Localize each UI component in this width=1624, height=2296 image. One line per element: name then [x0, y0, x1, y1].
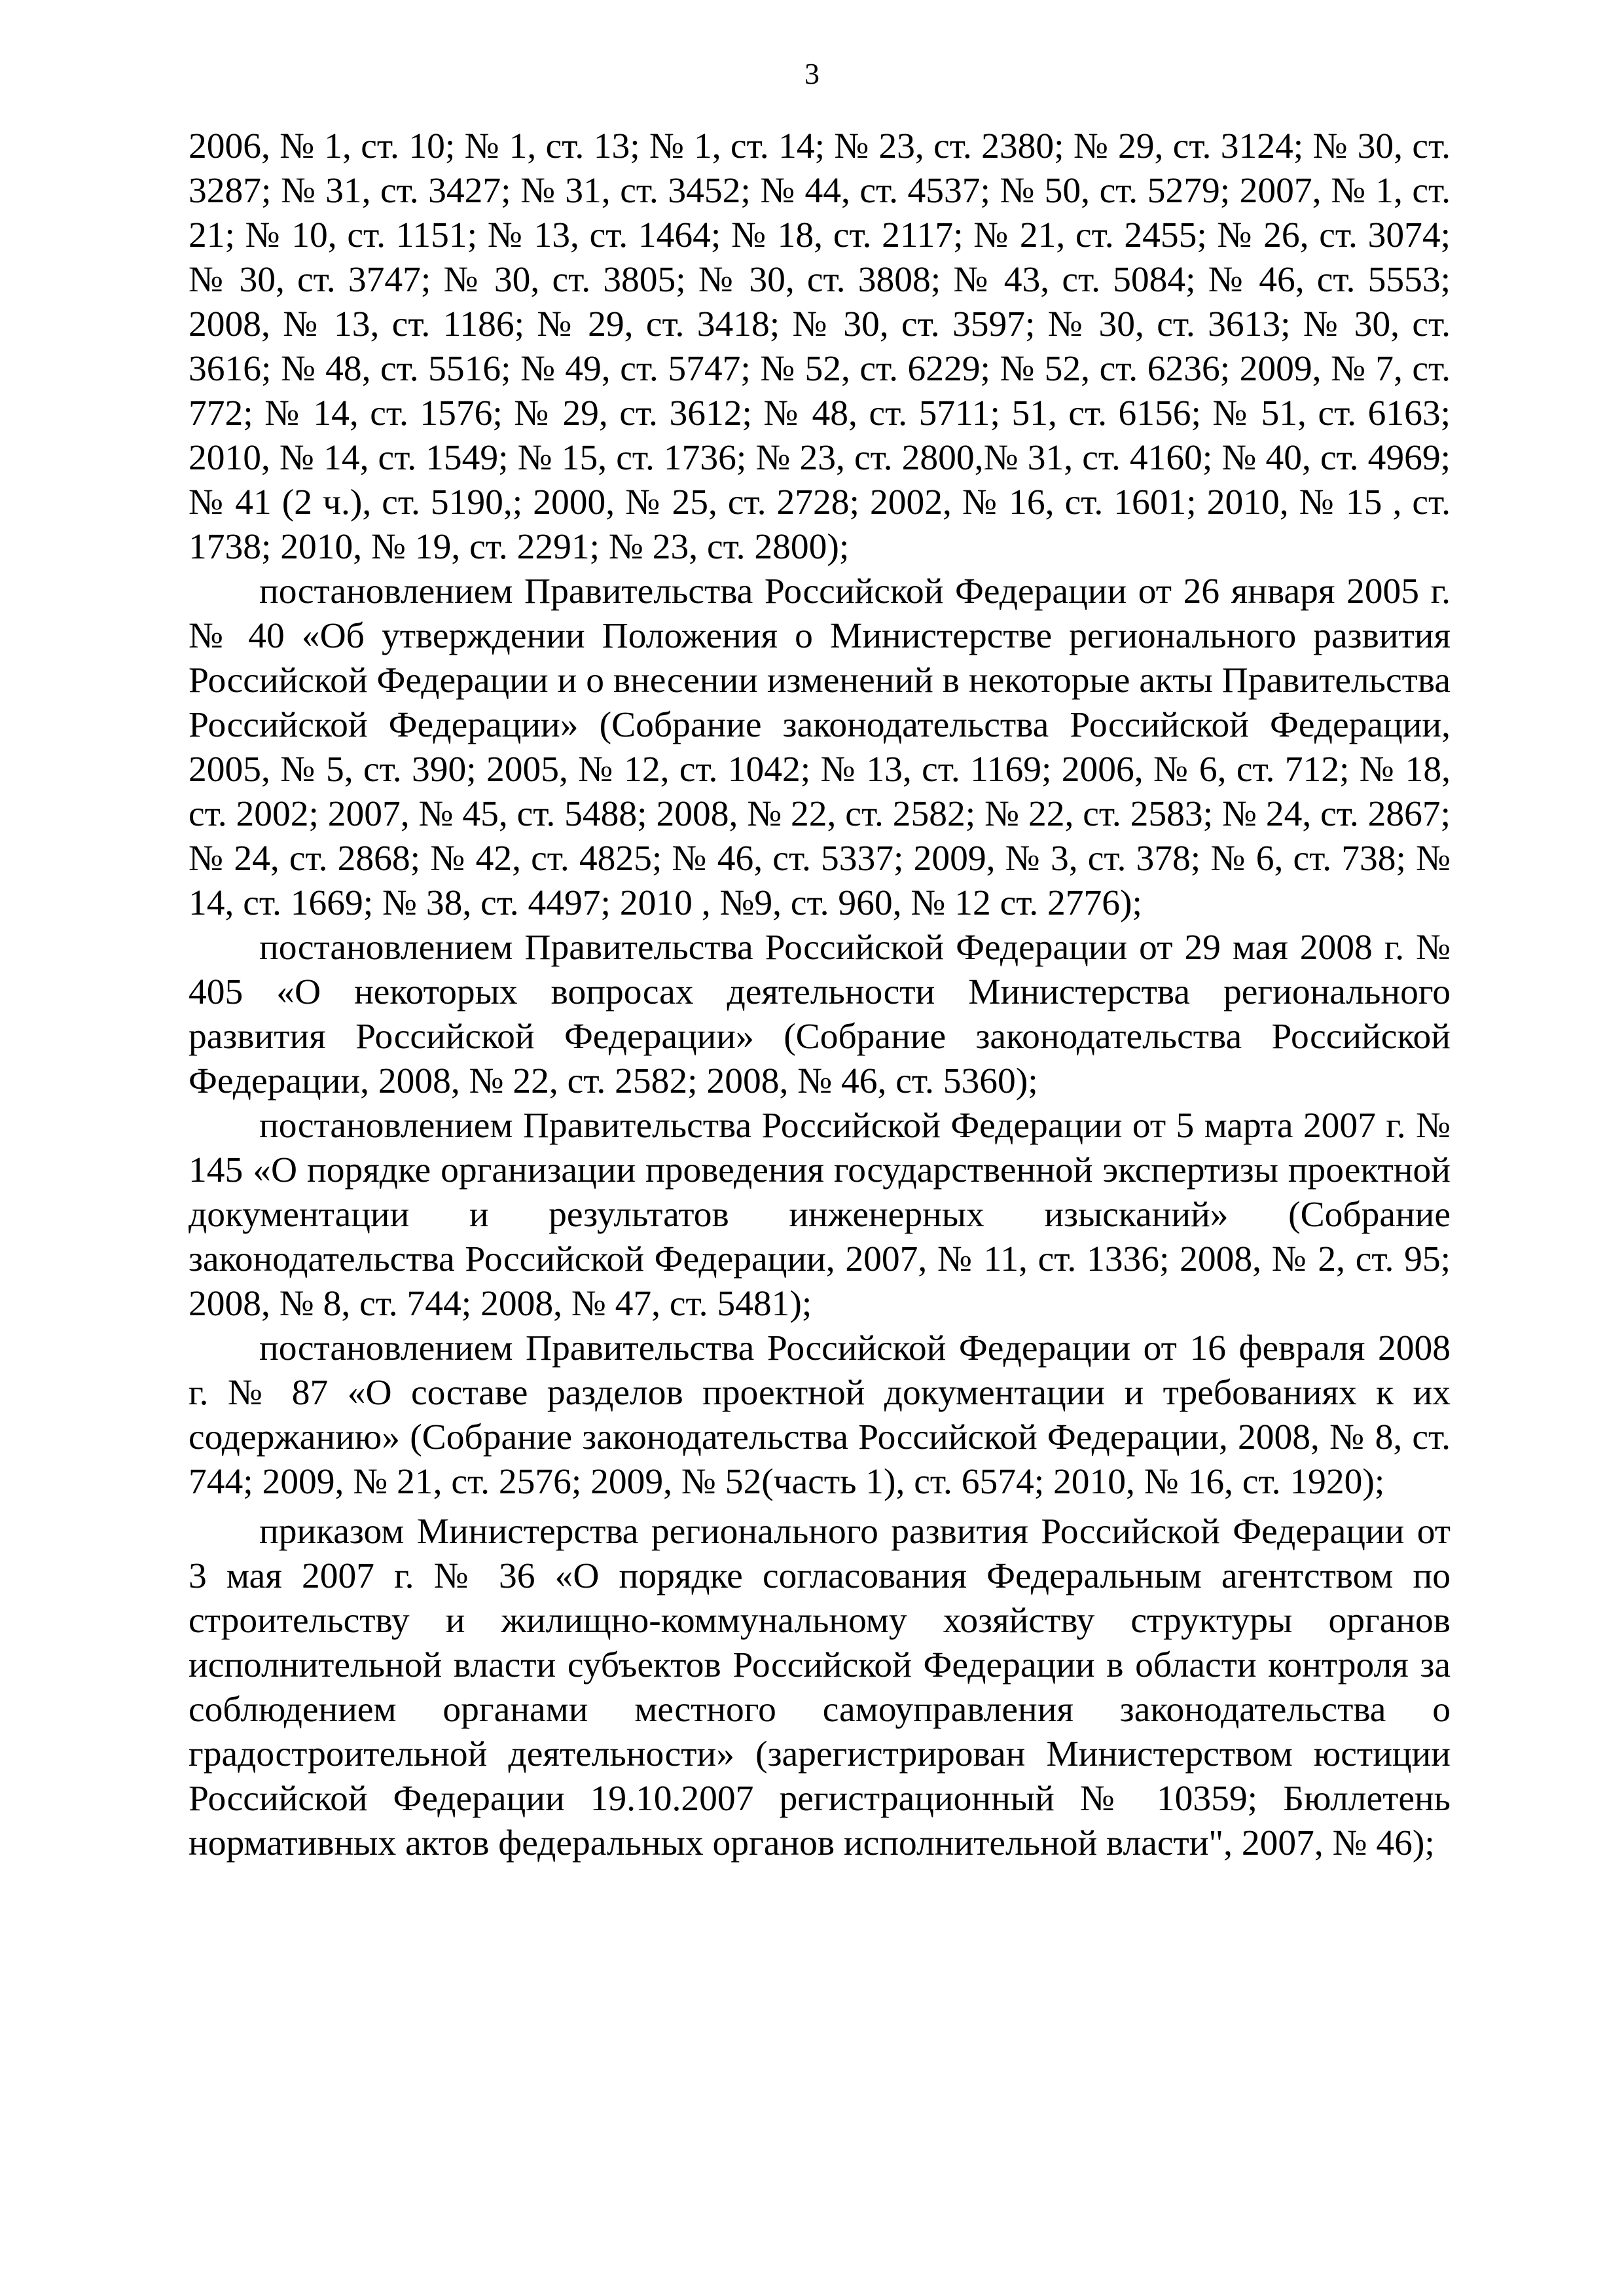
paragraph-resolution-145: постановлением Правительства Российской Федерации от 5 марта 2007 г. № 145 «О порядке организации проведения государственной экспертизы проектной документации и результатов инженерных изысканий» (Собрание законодательства Российской Федерации, 2007, № 11, ст. 1336; 2008, № 2, ст. 95; 2008, № 8, ст. 744; 2008, № 47, ст. 5481);: [189, 1106, 1451, 1324]
document-body: [189, 124, 1451, 1866]
page-number: 3: [804, 57, 820, 90]
paragraph-resolution-40: постановлением Правительства Российской Федерации от 26 января 2005 г. № 40 «Об утверждении Положения о Министерстве регионального развития Российской Федерации и о внесении изменений в некоторые акты Правительства Российской Федерации» (Собрание законодательства Российской Федерации, 2005, № 5, ст. 390; 2005, № 12, ст. 1042; № 13, ст. 1169; 2006, № 6, ст. 712; № 18, ст. 2002; 2007, № 45, ст. 5488; 2008, № 22, ст. 2582; № 22, ст. 2583; № 24, ст. 2867; № 24, ст. 2868; № 42, ст. 4825; № 46, ст. 5337; 2009, № 3, ст. 378; № 6, ст. 738; № 14, ст. 1669; № 38, ст. 4497; 2010 , №9, ст. 960, № 12 ст. 2776);: [189, 572, 1451, 923]
paragraph-order-36: приказом Министерства регионального развития Российской Федерации от 3 мая 2007 г. № 36 «О порядке согласования Федеральным агентством по строительству и жилищно-коммунальному хозяйству структуры органов исполнительной власти субъектов Российской Федерации в области контроля за соблюдением органами местного самоуправления законодательства о градостроительной деятельности» (зарегистрирован Министерством юстиции Российской Федерации 19.10.2007 регистрационный № 10359; Бюллетень нормативных актов федеральных органов исполнительной власти", 2007, № 46);: [189, 1512, 1451, 1863]
paragraph-citation-continuation: 2006, № 1, ст. 10; № 1, ст. 13; № 1, ст. 14; № 23, ст. 2380; № 29, ст. 3124; № 30, ст. 3287; № 31, ст. 3427; № 31, ст. 3452; № 44, ст. 4537; № 50, ст. 5279; 2007, № 1, ст. 21; № 10, ст. 1151; № 13, ст. 1464; № 18, ст. 2117; № 21, ст. 2455; № 26, ст. 3074; № 30, ст. 3747; № 30, ст. 3805; № 30, ст. 3808; № 43, ст. 5084; № 46, ст. 5553; 2008, № 13, ст. 1186; № 29, ст. 3418; № 30, ст. 3597; № 30, ст. 3613; № 30, ст. 3616; № 48, ст. 5516; № 49, ст. 5747; № 52, ст. 6229; № 52, ст. 6236; 2009, № 7, ст. 772; № 14, ст. 1576; № 29, ст. 3612; № 48, ст. 5711; 51, ст. 6156; № 51, ст. 6163; 2010, № 14, ст. 1549; № 15, ст. 1736; № 23, ст. 2800,№ 31, ст. 4160; № 40, ст. 4969; № 41 (2 ч.), ст. 5190,; 2000, № 25, ст. 2728; 2002, № 16, ст. 1601; 2010, № 15 , ст. 1738; 2010, № 19, ст. 2291; № 23, ст. 2800);: [189, 126, 1451, 567]
paragraph-resolution-87: постановлением Правительства Российской Федерации от 16 февраля 2008 г. № 87 «О составе разделов проектной документации и требованиях к их содержанию» (Собрание законодательства Российской Федерации, 2008, № 8, ст. 744; 2009, № 21, ст. 2576; 2009, № 52(часть 1), ст. 6574; 2010, № 16, ст. 1920);: [189, 1328, 1451, 1502]
paragraph-resolution-405: постановлением Правительства Российской Федерации от 29 мая 2008 г. № 405 «О некоторых вопросах деятельности Министерства регионального развития Российской Федерации» (Собрание законодательства Российской Федерации, 2008, № 22, ст. 2582; 2008, № 46, ст. 5360);: [189, 928, 1451, 1101]
